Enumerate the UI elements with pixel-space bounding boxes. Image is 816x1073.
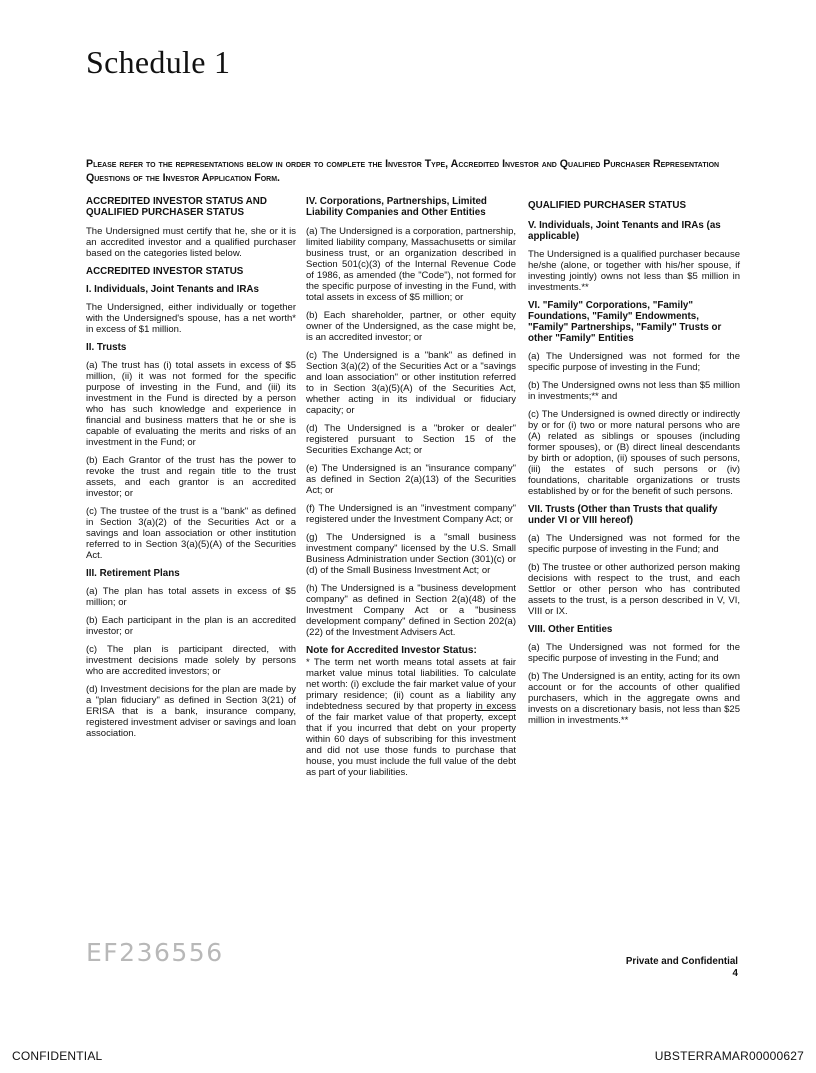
column-qualified-purchaser bbox=[528, 196, 740, 733]
section-8-b: (b) The Undersigned is an entity, acting for its own account or for the accounts of other qualified purchasers, which in the aggregate owns and invests on a discretionary basis, not less than $25 million in investments.** bbox=[528, 671, 740, 726]
section-7-b: (b) The trustee or other authorized person making decisions with respect to the trust, and each Settlor or other person who has contributed assets to the trust, is a person described in V, VI, VIII or IX. bbox=[528, 562, 740, 617]
section-6-b: (b) The Undersigned owns not less than $5 million in investments;** and bbox=[528, 380, 740, 402]
section-6-a: (a) The Undersigned was not formed for the specific purpose of investing in the Fund; bbox=[528, 351, 740, 373]
column-entities bbox=[306, 196, 516, 778]
section-5-heading: V. Individuals, Joint Tenants and IRAs (as applicable) bbox=[528, 220, 721, 242]
section-6-heading: VI. "Family" Corporations, "Family" Foundations, "Family" Endowments, "Family" Partnerships, "Family" Trusts or other "Family" Entities bbox=[528, 300, 722, 344]
private-confidential-block bbox=[626, 956, 738, 980]
section-3-a: (a) The plan has total assets in excess of $5 million; or bbox=[86, 586, 296, 608]
qp-status-heading: QUALIFIED PURCHASER STATUS bbox=[528, 200, 687, 211]
section-4-c: (c) The Undersigned is a "bank" as defined in Section 3(a)(2) of the Securities Act or a "savings and loan association" or other institution referred to in Section 3(a)(5)(A) of the Securities Act, whether acting in its individual or fiduciary capacity; or bbox=[306, 350, 516, 416]
section-2-a: (a) The trust has (i) total assets in excess of $5 million, (ii) it was not formed for the specific purpose of investing in the Fund, and (iii) its investment in the Fund is directed by a person who has such knowledge and experience in financial and business matters that he or she is capable of evaluating the merits and risks of an investment in the Fund; or bbox=[86, 360, 296, 448]
ai-qp-heading: ACCREDITED INVESTOR STATUS AND QUALIFIED PURCHASER STATUS bbox=[86, 196, 267, 218]
section-1-text: The Undersigned, either individually or together with the Undersigned's spouse, has a net worth* in excess of $1 million. bbox=[86, 302, 296, 335]
note-text-underlined: in excess bbox=[475, 701, 516, 712]
section-4-h: (h) The Undersigned is a "business development company" as defined in Section 2(a)(48) of the Investment Company Act or a "business development company" defined in Section 202(a)(22) of the Investment Advisers Act. bbox=[306, 583, 516, 638]
section-2-heading: II. Trusts bbox=[86, 342, 127, 353]
column-accredited-investor bbox=[86, 196, 296, 746]
section-3-heading: III. Retirement Plans bbox=[86, 568, 180, 579]
note-text-part-1: * The term net worth means total assets at fair market value minus total liabilities. To calculate net worth: (i) exclude the fair market value of your primary residence; (ii) count as a liability any indebtedness secured by that property bbox=[306, 657, 516, 712]
section-4-heading: IV. Corporations, Partnerships, Limited Liability Companies and Other Entities bbox=[306, 196, 487, 218]
footer-confidential: CONFIDENTIAL bbox=[12, 1049, 103, 1063]
section-5-text: The Undersigned is a qualified purchaser because he/she (alone, or together with his/her spouse, if investing jointly) owns not less than $5 million in investments.** bbox=[528, 249, 740, 293]
section-4-g: (g) The Undersigned is a "small business investment company" licensed by the U.S. Small Business Administration under Section (301)(c) or (d) of the Small Business Investment Act; or bbox=[306, 532, 516, 576]
section-3-c: (c) The plan is participant directed, with investment decisions made solely by persons who are accredited investors; or bbox=[86, 644, 296, 677]
document-stamp: EF236556 bbox=[86, 938, 224, 967]
note-text-part-2: of the fair market value of that property, except that if you incurred that debt on your property within 60 days of subscribing for this investment and did not use those funds to purchase that house, you must include the full value of the debt as part of your liabilities. bbox=[306, 712, 516, 778]
section-6-c: (c) The Undersigned is owned directly or indirectly by or for (i) two or more natural persons who are (A) related as siblings or spouses (including former spouses), or (B) direct lineal descendants by birth or adoption, (ii) spouses of such persons, (iii) the estates of such persons or (iv) foundations, charitable organizations or trusts established by or for the benefit of such persons. bbox=[528, 409, 740, 497]
section-4-e: (e) The Undersigned is an "insurance company" as defined in Section 2(a)(13) of the Securities Act; or bbox=[306, 463, 516, 496]
schedule-title: Schedule 1 bbox=[86, 44, 231, 80]
section-7-a: (a) The Undersigned was not formed for the specific purpose of investing in the Fund; and bbox=[528, 533, 740, 555]
section-8-heading: VIII. Other Entities bbox=[528, 624, 613, 635]
section-3-d: (d) Investment decisions for the plan are made by a "plan fiduciary" as defined in Section 3(21) of ERISA that is a bank, insurance company, registered investment adviser or savings and loan association. bbox=[86, 684, 296, 739]
note-text bbox=[306, 657, 516, 778]
footer-bates-number: UBSTERRAMAR00000627 bbox=[654, 1049, 804, 1063]
ai-status-heading: ACCREDITED INVESTOR STATUS bbox=[86, 266, 244, 277]
section-7-heading: VII. Trusts (Other than Trusts that qualify under VI or VIII hereof) bbox=[528, 504, 718, 526]
section-3-b: (b) Each participant in the plan is an accredited investor; or bbox=[86, 615, 296, 637]
ai-qp-intro: The Undersigned must certify that he, she or it is an accredited investor and a qualified purchaser based on the categories listed below. bbox=[86, 226, 296, 259]
section-8-a: (a) The Undersigned was not formed for the specific purpose of investing in the Fund; and bbox=[528, 642, 740, 664]
section-4-a: (a) The Undersigned is a corporation, partnership, limited liability company, Massachusetts or similar business trust, or an organization described in Section 501(c)(3) of the Internal Revenue Code of 1986, as amended (the "Code"), not formed for the specific purpose of investing in the Fund, with total assets in excess of $5 million; or bbox=[306, 226, 516, 303]
section-2-b: (b) Each Grantor of the trust has the power to revoke the trust and regain title to the trust assets, and each grantor is an accredited investor; or bbox=[86, 455, 296, 499]
private-confidential-label: Private and Confidential bbox=[625, 956, 738, 967]
section-1-heading: I. Individuals, Joint Tenants and IRAs bbox=[86, 284, 259, 295]
section-4-d: (d) The Undersigned is a "broker or dealer" registered pursuant to Section 15 of the Securities Exchange Act; or bbox=[306, 423, 516, 456]
section-2-c: (c) The trustee of the trust is a "bank" as defined in Section 3(a)(2) of the Securities Act or a savings and loan association or other institution referred to in Section 3(a)(5)(A) of the Securities Act. bbox=[86, 506, 296, 561]
intro-instructions: Please refer to the representations below in order to complete the Investor Type, Accredited Investor and Qualified Purchaser Representation Questions of the Investor Application Form. bbox=[86, 158, 720, 184]
note-heading: Note for Accredited Investor Status: bbox=[306, 645, 477, 656]
section-4-b: (b) Each shareholder, partner, or other equity owner of the Undersigned, as the case might be, is an accredited investor; or bbox=[306, 310, 516, 343]
section-4-f: (f) The Undersigned is an "investment company" registered under the Investment Company Act; or bbox=[306, 503, 516, 525]
page-number: 4 bbox=[732, 968, 738, 979]
